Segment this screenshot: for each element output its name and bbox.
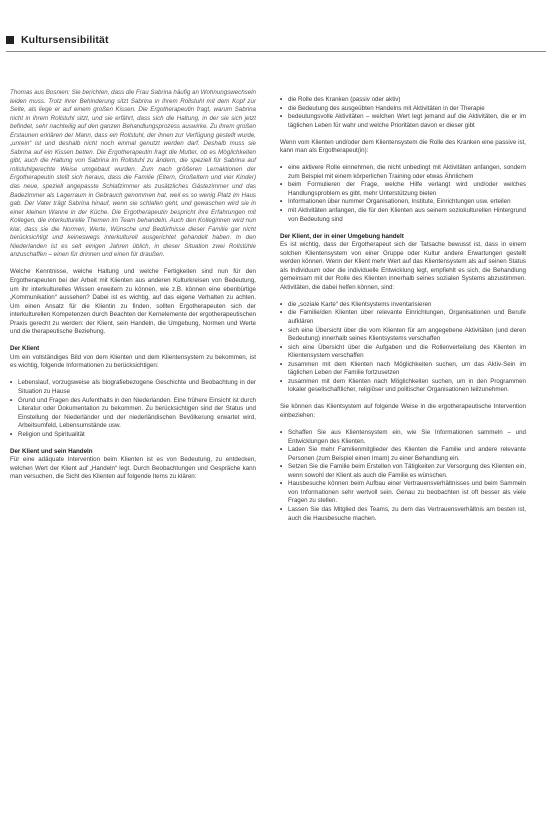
list-item: • die Rolle des Kranken (passiv oder aktiv) xyxy=(280,96,526,105)
list-item: • Grund und Fragen des Aufenthalts in den Niederlanden. Eine frühere Einsicht ist durch Literatur oder Dokumentation zu bekommen. Zu berücksichtigen sind der Status und Einstellung der Niederländer und der niederländischen Bevölkerung erwartet wird, Arbeitsumfeld, Lebensumstände usw. xyxy=(10,397,256,431)
subheading-klient: Der Klient xyxy=(10,345,40,353)
list-item: • sich eine Übersicht über die vom Klienten für am angegebene Aktivitäten (und deren Bedeutung) innerhalb seines Klientsystems verschaffen xyxy=(280,327,526,344)
body-paragraph: Welche Kenntnisse, welche Haltung und welche Fertigkeiten sind nun für den Ergotherapeuten bei der Arbeit mit Klienten aus anderen Kulturkreisen von Bedeutung, um ihr interkulturelles Wissen erweitern zu können, wie z.B. können eine ebenbürtige „Kommunikation“ aussehen? Dabei ist es wichtig, auf das eigene Verhalten zu achten. Um einen Ansatz für die Klientin zu finden, sollten Ergotherapeuten sich der interkulturellen Kompetenzen durch Beachten der Kernelemente der ergotherapeutischen Praxis gerecht zu werden: der Klient, sein Handeln, die Umgebung, Normen und Werte und die therapeutische Beziehung. xyxy=(10,268,256,336)
list-item: • eine aktivere Rolle einnehmen, die nicht unbedingt mit Aktivitäten anfangen, sondern zum Beispiel mit einem körperlichen Training oder etwas Ähnlichem xyxy=(280,164,526,181)
list-item: • beim Formulieren der Frage, welche Hilfe verlangt wird und/oder welches Handlungsproblem es gibt, mehr Unterstützung bieten xyxy=(280,181,526,198)
header-divider xyxy=(6,51,546,52)
page-title: Kultursensibilität xyxy=(21,34,109,46)
bullet-list xyxy=(280,96,526,130)
list-item: • Informationen über nummer Organisationen, Institute, Einrichtungen usw. erteilen xyxy=(280,198,526,207)
header-square-icon xyxy=(6,36,14,44)
body-paragraph: Wenn vom Klienten und/oder dem Klientensystem die Rolle des Kranken eine passive ist, kann man als Ergotherapeut(in): xyxy=(280,138,526,155)
list-item: • mit Aktivitäten anfangen, die für den Klienten aus seinem soziokulturellen Hintergrund von Bedeutung sind xyxy=(280,207,526,224)
body-paragraph: Für eine adäquate Intervention beim Klienten ist es von Bedeutung, zu entdecken, welchen Wert der Klient auf „Handeln“ legt. Durch Beobachtungen und Gespräche kann man versuchen, die Sicht des Klienten auf folgende Items zu klären: xyxy=(10,456,256,481)
list-item: • Setzen Sie die Familie beim Erstellen von Tätigkeiten zur Versorgung des Klienten ein, wenn sowohl der Klient als auch die Familie es wünschen. xyxy=(280,463,526,480)
subheading-klient-handeln: Der Klient und sein Handeln xyxy=(10,447,93,455)
bullet-list xyxy=(10,379,256,439)
list-item: • zusammen mit dem Klienten nach Möglichkeiten suchen, um das Aktiv-Sein im täglichen Leben der Familie fortzusetzen xyxy=(280,361,526,378)
right-column xyxy=(280,96,526,532)
list-item: • die Bedeutung des ausgeübten Handelns mit Aktivitäten in der Therapie xyxy=(280,105,526,114)
body-paragraph: Es ist wichtig, dass der Ergotherapeut sich der Tatsache bewusst ist, dass in einem solchen Klientensystem von einer Gruppe oder Kultur andere Erwartungen gestellt werden können. Wenn der Klient mehr Wert auf das Klientensystem als auf seinen Status als Individuum oder die individuelle Entwicklung legt, empfiehlt es sich, die Behandlung gemeinsam mit der Rolle des Klienten innerhalb seines sozialen Systems abzustimmen. Aktivitäten, die dabei helfen können, sind: xyxy=(280,241,526,291)
body-paragraph: Sie können das Klientsystem auf folgende Weise in die ergotherapeutische Intervention einbeziehen: xyxy=(280,403,526,419)
case-study-paragraph: Thomas aus Bosnien: Sie berichten, dass die Frau Sabrina häufig an Wohnungswechseln leiden muss. Trotz ihrer Behinderung sitzt Sabrina in ihrem Rollstuhl mit dem Kopf zur Seite, als liege er auf einem großen Kissen. Die Ergotherapeutin fragt, warum Sabrina nicht in ihrem Rollstuhl sitzt, und sie erfährt, dass sich die Haltung, in der sie sich jetzt befindet, sehr nachteilig auf den ganzen Behandlungsprozess auswirke. Zu ihrem großen Erstaunen erklären der Mann, dass ein Rollstuhl, der ihnen zur Verfügung gestellt wurde, „unrein“ ist und deshalb nicht noch einmal genutzt werden darf. Deshalb muss sie Sabrina auf ein Kissen betten. Die Ergotherapeutin fragt die Mutter, ob es Möglichkeiten gibt, auch die Haltung von Sabrina im Rollstuhl zu ändern, die speziell für Sabrina auf rollstuhlgerechte Weise umgebaut wurden. Zum nach größeren Lernaktionen der Ergotherapeutin stellt sich heraus, dass die Familie (Eltern, Großeltern und vier Kinder) das neue, speziell angepasste Schlafzimmer als zusätzliches Gästezimmer und das Badezimmer als Lagerraum in Gebrauch genommen hat, weil es so wenig Platz im Haus gab. Der Vater trägt Sabrina hinauf, wenn sie schlafen geht, und gewaschen wird sie in einer kleinen Wanne in der Küche. Die Ergotherapeutin bespricht ihre Erfahrungen mit Kollegen, die interkulturelle Themen im Team behandeln. Auch den Kolleginnen wird nun klar, dass sie die Normen, Werte, Wünsche und Bedürfnisse dieser Familie gar nicht berücksichtigt und keineswegs interkulturell ausgerichtet gehandelt haben. In den Niederlanden ist es seit einigen Jahren üblich, in dieser Situation zwei Rollstühle anzuschaffen – einen für drinnen und einen für draußen. xyxy=(10,89,256,259)
left-column xyxy=(10,89,256,490)
subheading-umgebung: Der Klient, der in einer Umgebung handelt xyxy=(280,232,404,240)
list-item: • bedeutungsvolle Aktivitäten – welchen Wert legt jemand auf die Aktivitäten, die er im täglichen Leben für wahr und welche Prioritäten davon er dieser gibt xyxy=(280,113,526,130)
bullet-list xyxy=(280,429,526,523)
list-item: • sich eine Übersicht über die Aufgaben und die Rollenverteilung des Klienten im Klientensystem verschaffen xyxy=(280,344,526,361)
bullet-list xyxy=(280,301,526,395)
bullet-list xyxy=(280,164,526,224)
list-item: • Religion und Spiritualität xyxy=(10,431,256,440)
body-paragraph: Um ein vollständiges Bild von dem Klienten und dem Klientensystem zu bekommen, ist es wichtig, folgende Informationen zu berücksichtigen: xyxy=(10,353,256,370)
list-item: • zusammen mit dem Klienten nach Möglichkeiten suchen, um in den Programmen lokaler gesellschaftlicher, religiöser und politischer Organisationen teilzunehmen. xyxy=(280,378,526,395)
section-header xyxy=(6,33,546,47)
list-item: • Lassen Sie das Mitglied des Teams, zu dem das Vertrauensverhältnis am besten ist, auch die Hausbesuche machen. xyxy=(280,506,526,523)
list-item: • Lebenslauf, vorzugsweise als biografiebezogene Geschichte und Beobachtung in der Situation zu Hause xyxy=(10,379,256,396)
list-item: • Schaffen Sie aus Klientensystem ein, wie Sie Informationen sammeln – und Entwicklungen des Klienten. xyxy=(280,429,526,446)
list-item: • die Familie/den Klienten über relevante Einrichtungen, Organisationen und Berufe aufklären xyxy=(280,309,526,326)
list-item: • die „soziale Karte“ des Klientsystems inventarisieren xyxy=(280,301,526,310)
list-item: • Laden Sie mehr Familienmitglieder des Klienten die Familie und andere relevante Personen (zum Beispiel einen Imam) zu einer Behandlung ein. xyxy=(280,446,526,463)
list-item: • Hausbesuche können beim Aufbau einer Vertrauensverhältnisses und beim Sammeln von Informationen sehr wertvoll sein. Genau zu beobachten ist oft besser als viele Fragen zu stellen. xyxy=(280,480,526,506)
